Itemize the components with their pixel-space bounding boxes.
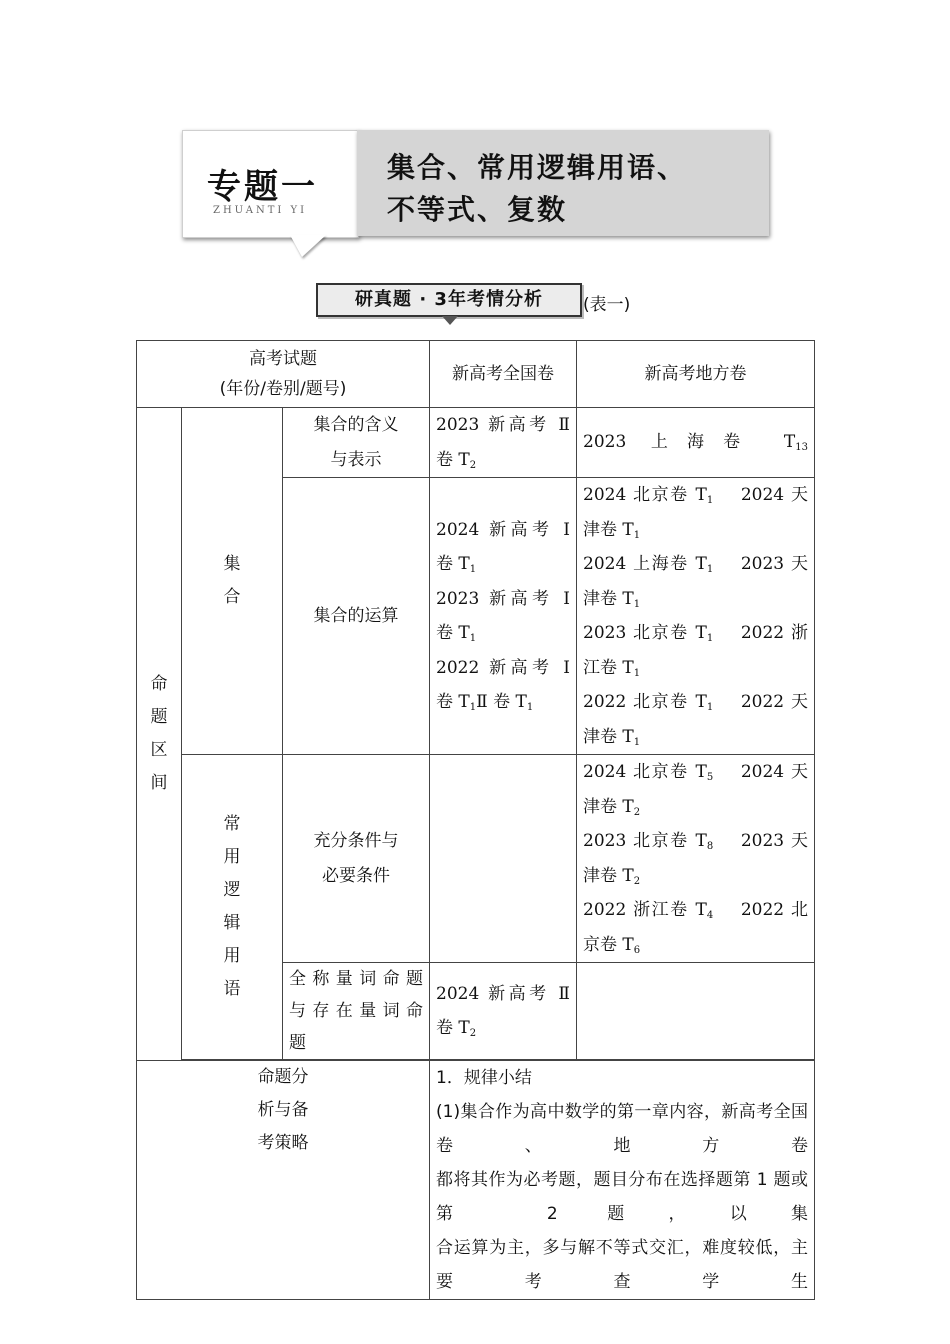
topic-title-line1: 集合、常用逻辑用语、 bbox=[387, 151, 688, 184]
national-line: 卷 $T_1$ bbox=[436, 623, 477, 644]
analysis-heading: 1．规律小结 bbox=[436, 1068, 532, 1088]
category-char: 用 bbox=[223, 946, 241, 966]
analysis-label-line: 考策略 bbox=[257, 1133, 309, 1153]
header-national: 新高考全国卷 bbox=[430, 341, 577, 408]
national-line: 卷 $T_2$ bbox=[436, 1018, 477, 1039]
topic-line: 集合的含义 bbox=[313, 415, 399, 435]
national-line: 2023 新高考 Ⅰ bbox=[436, 588, 570, 609]
category-sets bbox=[182, 408, 283, 755]
header-local: 新高考地方卷 bbox=[577, 341, 815, 408]
national-line: 卷 $T_2$ bbox=[436, 449, 477, 471]
national-line: 2024 新高考 Ⅰ bbox=[436, 519, 570, 540]
topic-cell bbox=[283, 755, 430, 963]
local-line: 2024 北京卷 $T_5$ 2024 天 bbox=[583, 762, 808, 783]
local-line: 2023 北京卷 $T_1$ 2022 浙 bbox=[583, 623, 808, 644]
local-line: 2024 北京卷 $T_1$ 2024 天 bbox=[583, 485, 808, 506]
subscript: 1 bbox=[633, 598, 641, 610]
subscript: 1 bbox=[469, 633, 477, 644]
topic-line: 必要条件 bbox=[322, 865, 390, 886]
local-cell bbox=[577, 755, 815, 963]
national-line: 卷 $T_1$ bbox=[436, 554, 477, 575]
local-line: 津卷 $T_2$ bbox=[583, 865, 641, 887]
national-line: 2023 新高考 Ⅱ bbox=[436, 415, 570, 435]
subscript: 1 bbox=[706, 633, 714, 644]
topic-cell bbox=[283, 408, 430, 478]
subscript: 1 bbox=[633, 667, 641, 679]
topic-banner bbox=[182, 130, 769, 236]
category-char: 用 bbox=[223, 847, 241, 867]
category-logic bbox=[182, 755, 283, 1060]
local-line: 2023 北京卷 $T_8$ 2023 天 bbox=[583, 831, 808, 852]
local-cell bbox=[577, 408, 815, 478]
topic-line: 全称量词命题 bbox=[289, 969, 423, 989]
topic-pinyin: ZHUANTI YI bbox=[213, 205, 308, 216]
local-line: 2024 上海卷 $T_1$ 2023 天 bbox=[583, 554, 808, 575]
subscript: 4 bbox=[706, 910, 714, 921]
subscript: 2 bbox=[469, 459, 477, 471]
analysis-label-line: 析与备 bbox=[257, 1100, 309, 1120]
local-line: 2022 北京卷 $T_1$ 2022 天 bbox=[583, 692, 808, 713]
row-group-label bbox=[137, 408, 182, 1061]
row-group-char: 间 bbox=[150, 773, 168, 793]
local-line: 江卷 $T_1$ bbox=[583, 657, 641, 679]
topic-line: 与存在量词命 bbox=[289, 1001, 423, 1021]
analysis-label-line: 命题分 bbox=[257, 1067, 309, 1087]
subscript: 2 bbox=[469, 1028, 477, 1039]
analysis-label bbox=[137, 1061, 430, 1300]
subscript: 1 bbox=[469, 564, 477, 575]
national-cell bbox=[430, 755, 577, 963]
subscript: 1 bbox=[633, 736, 641, 748]
subscript: 1 bbox=[469, 702, 477, 713]
analysis-line: 都将其作为必考题，题目分布在选择题第 1 题或第 2 题，以集 bbox=[436, 1170, 808, 1224]
national-line: 卷 $T_1Ⅱ$ 卷 $T_1$ bbox=[436, 692, 534, 713]
row-group-char: 题 bbox=[150, 707, 168, 727]
topic-line: 与表示 bbox=[330, 449, 382, 470]
subscript: 6 bbox=[633, 944, 641, 956]
topic-line: 题 bbox=[289, 1033, 306, 1053]
topic-label-box bbox=[182, 130, 359, 238]
topic-cell bbox=[283, 478, 430, 755]
category-char: 逻 bbox=[223, 880, 241, 900]
header-exam-line1: 高考试题 bbox=[249, 349, 317, 369]
national-cell bbox=[430, 963, 577, 1060]
subscript: 2 bbox=[633, 806, 641, 818]
subscript: 5 bbox=[706, 772, 714, 783]
local-line: 2022 浙江卷 $T_4$ 2022 北 bbox=[583, 900, 808, 921]
row-group-char: 区 bbox=[150, 740, 168, 760]
national-line: 2022 新高考 Ⅰ bbox=[436, 657, 570, 678]
national-line: 2024 新高考 Ⅱ bbox=[436, 983, 570, 1004]
subscript: 1 bbox=[633, 529, 641, 541]
subscript: 1 bbox=[706, 702, 714, 713]
analysis-line: (1)集合作为高中数学的第一章内容，新高考全国卷、地方卷 bbox=[436, 1102, 808, 1156]
local-line: 2023 上海卷 $T_{13}$ bbox=[583, 432, 808, 454]
section-tag bbox=[316, 283, 582, 317]
category-char: 辑 bbox=[223, 913, 241, 933]
header-exam-line2: (年份/卷别/题号) bbox=[219, 379, 347, 399]
topic-cell bbox=[283, 963, 430, 1060]
topic-label: 专题一 bbox=[207, 167, 318, 207]
local-cell bbox=[577, 478, 815, 755]
local-line: 津卷 $T_1$ bbox=[583, 588, 641, 610]
topic-line: 集合的运算 bbox=[313, 605, 399, 626]
analysis-content bbox=[430, 1061, 815, 1300]
subscript: 13 bbox=[795, 442, 808, 454]
header-exam bbox=[137, 341, 430, 408]
category-char: 合 bbox=[223, 587, 241, 607]
local-line: 津卷 $T_2$ bbox=[583, 796, 641, 818]
subscript: 1 bbox=[706, 564, 714, 575]
national-cell bbox=[430, 408, 577, 478]
subscript: 1 bbox=[706, 495, 714, 506]
local-cell bbox=[577, 963, 815, 1060]
analysis-table bbox=[136, 340, 815, 1300]
topic-title-line2: 不等式、复数 bbox=[387, 193, 568, 226]
category-char: 常 bbox=[223, 814, 241, 834]
national-cell bbox=[430, 478, 577, 755]
section-tag-text: 研真题 · 3年考情分析 bbox=[355, 289, 543, 310]
subscript: 8 bbox=[706, 841, 714, 852]
local-line: 津卷 $T_1$ bbox=[583, 519, 641, 541]
local-line: 京卷 $T_6$ bbox=[583, 934, 641, 956]
analysis-line: 合运算为主，多与解不等式交汇，难度较低，主要考查学生 bbox=[436, 1238, 808, 1292]
tag-arrow-icon bbox=[442, 316, 458, 325]
topic-line: 充分条件与 bbox=[313, 831, 399, 851]
speech-tail bbox=[290, 235, 326, 257]
subscript: 2 bbox=[633, 875, 641, 887]
local-line: 津卷 $T_1$ bbox=[583, 726, 641, 748]
topic-title-box bbox=[357, 130, 769, 236]
category-char: 语 bbox=[223, 979, 241, 999]
subscript: 1 bbox=[526, 702, 534, 713]
row-group-char: 命 bbox=[150, 674, 168, 694]
section-suffix: (表一) bbox=[583, 295, 631, 315]
category-char: 集 bbox=[223, 554, 241, 574]
